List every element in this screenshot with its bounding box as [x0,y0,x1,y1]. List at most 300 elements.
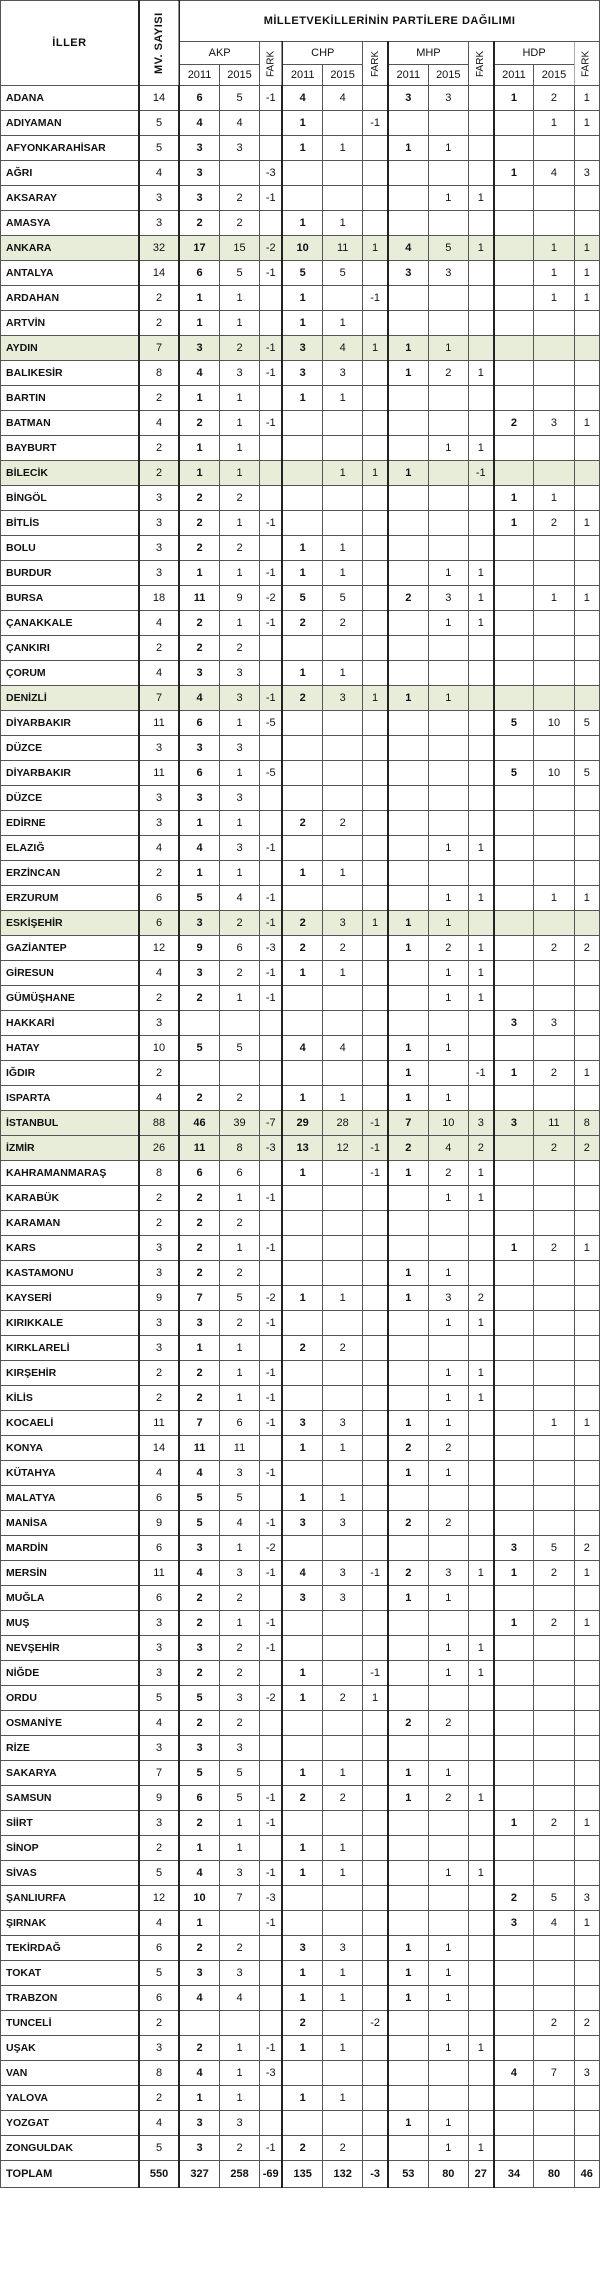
party-mhp: MHP [388,42,469,65]
cell-akp-2015: 9 [219,586,259,611]
cell-chp-2011: 2 [282,611,322,636]
cell-chp-fark [363,86,388,111]
cell-mv: 26 [139,1136,179,1161]
cell-mv: 2 [139,311,179,336]
cell-akp-fark: -2 [260,1686,283,1711]
cell-mhp-fark: 1 [468,1386,493,1411]
cell-mhp-2015 [428,486,468,511]
cell-chp-2015: 3 [323,686,363,711]
table-row [1,1911,600,1936]
cell-akp-2015: 1 [219,1186,259,1211]
cell-mhp-2015: 2 [428,1711,468,1736]
cell-mhp-fark [468,1736,493,1761]
cell-mhp-fark [468,1011,493,1036]
mv-sayisi-header: MV. SAYISI [139,1,179,86]
cell-hdp-2011 [494,1486,534,1511]
cell-hdp-2011 [494,636,534,661]
cell-akp-fark: -1 [260,611,283,636]
cell-chp-2011: 1 [282,211,322,236]
cell-mhp-2011 [388,211,428,236]
cell-mhp-fark: 1 [468,361,493,386]
table-row [1,336,600,361]
cell-chp-fark: -1 [363,1661,388,1686]
cell-hdp-fark [574,1861,599,1886]
cell-akp-fark: -1 [260,261,283,286]
cell-mhp-2015: 5 [428,236,468,261]
province-name: SAMSUN [1,1786,139,1811]
cell-mhp-2011 [388,1186,428,1211]
cell-chp-fark [363,861,388,886]
cell-hdp-2011 [494,861,534,886]
cell-mv: 9 [139,1786,179,1811]
cell-mv: 2 [139,861,179,886]
cell-chp-2015: 2 [323,1786,363,1811]
cell-hdp-2011 [494,1836,534,1861]
cell-akp-2011: 3 [179,661,219,686]
cell-akp-fark [260,811,283,836]
cell-chp-2011: 1 [282,1086,322,1111]
cell-mhp-fark [468,536,493,561]
cell-mhp-2011 [388,1861,428,1886]
cell-akp-2011: 10 [179,1886,219,1911]
cell-chp-fark [363,936,388,961]
cell-mv: 5 [139,2136,179,2161]
cell-mhp-fark: 1 [468,1311,493,1336]
cell-akp-fark: -3 [260,1886,283,1911]
cell-mhp-2011: 2 [388,1436,428,1461]
cell-hdp-fark [574,1261,599,1286]
table-row [1,636,600,661]
cell-akp-fark [260,636,283,661]
table-row [1,1136,600,1161]
cell-chp-2011 [282,1061,322,1086]
cell-akp-2015: 11 [219,1436,259,1461]
cell-chp-2011 [282,886,322,911]
cell-chp-2015 [323,2011,363,2036]
cell-hdp-fark [574,1461,599,1486]
cell-hdp-2011: 1 [494,86,534,111]
cell-hdp-2011 [494,1686,534,1711]
cell-mv: 6 [139,1486,179,1511]
cell-hdp-2011: 2 [494,1886,534,1911]
cell-akp-fark: -1 [260,186,283,211]
cell-akp-2011: 1 [179,1836,219,1861]
table-row [1,386,600,411]
cell-chp-fark [363,1811,388,1836]
cell-akp-2015: 1 [219,286,259,311]
cell-hdp-2011 [494,1861,534,1886]
year-2011-akp: 2011 [179,65,219,86]
header-row-title [1,1,600,42]
cell-akp-2015: 2 [219,1311,259,1336]
cell-hdp-2015 [534,1386,574,1411]
cell-chp-fark [363,886,388,911]
cell-hdp-2011 [494,286,534,311]
cell-mhp-2011: 1 [388,1761,428,1786]
cell-chp-2015: 4 [323,336,363,361]
cell-chp-2011: 1 [282,136,322,161]
cell-hdp-2015 [534,1836,574,1861]
table-row [1,511,600,536]
province-name: IĞDIR [1,1061,139,1086]
cell-chp-2011 [282,786,322,811]
province-name: DENİZLİ [1,686,139,711]
cell-mhp-fark [468,1511,493,1536]
province-name: MANİSA [1,1511,139,1536]
cell-chp-fark [363,661,388,686]
province-name: ISPARTA [1,1086,139,1111]
cell-mhp-fark [468,411,493,436]
cell-akp-2011: 1 [179,436,219,461]
table-row [1,761,600,786]
cell-chp-2011 [282,461,322,486]
cell-mv: 2 [139,986,179,1011]
cell-akp-fark [260,1586,283,1611]
cell-mhp-fark [468,211,493,236]
province-name: YOZGAT [1,2111,139,2136]
cell-akp-fark [260,1086,283,1111]
cell-akp-2015: 1 [219,1236,259,1261]
cell-chp-2015: 1 [323,861,363,886]
cell-chp-2011: 2 [282,2011,322,2036]
cell-hdp-2015 [534,1036,574,1061]
province-name: BİTLİS [1,511,139,536]
cell-hdp-2011 [494,136,534,161]
cell-akp-2011: 6 [179,261,219,286]
cell-chp-2015 [323,111,363,136]
cell-akp-fark: -1 [260,1561,283,1586]
cell-akp-2015: 1 [219,711,259,736]
cell-mhp-fark [468,1936,493,1961]
cell-chp-fark: -1 [363,286,388,311]
cell-mhp-2011 [388,286,428,311]
cell-chp-2015 [323,1386,363,1411]
total-label: TOPLAM [1,2161,139,2188]
cell-mhp-2015: 1 [428,186,468,211]
cell-mhp-2015 [428,1536,468,1561]
cell-hdp-fark: 5 [574,761,599,786]
cell-chp-2015 [323,1611,363,1636]
cell-mhp-fark [468,1711,493,1736]
cell-hdp-2015 [534,1661,574,1686]
cell-akp-2011: 2 [179,1611,219,1636]
province-name: KONYA [1,1436,139,1461]
cell-hdp-2015: 2 [534,1136,574,1161]
cell-mhp-2015 [428,511,468,536]
cell-mhp-2015 [428,111,468,136]
cell-hdp-2015 [534,211,574,236]
total-akp-2011: 327 [179,2161,219,2188]
cell-mv: 5 [139,111,179,136]
table-row [1,1986,600,2011]
cell-akp-2015: 5 [219,1286,259,1311]
cell-hdp-2011 [494,436,534,461]
cell-mhp-2011 [388,786,428,811]
cell-hdp-fark [574,461,599,486]
cell-chp-2011: 1 [282,661,322,686]
total-hdp-2011: 34 [494,2161,534,2188]
cell-mhp-2011: 1 [388,1461,428,1486]
cell-chp-2011: 2 [282,936,322,961]
cell-akp-2015: 6 [219,1161,259,1186]
province-name: KIRIKKALE [1,1311,139,1336]
cell-chp-2011: 2 [282,811,322,836]
cell-mhp-2015: 2 [428,361,468,386]
cell-mv: 3 [139,1811,179,1836]
cell-chp-fark [363,1861,388,1886]
table-row [1,1436,600,1461]
cell-chp-2011 [282,411,322,436]
table-title: MİLLETVEKİLLERİNİN PARTİLERE DAĞILIMI [179,1,599,42]
cell-hdp-2015 [534,1336,574,1361]
cell-hdp-2015: 11 [534,1111,574,1136]
cell-chp-fark [363,736,388,761]
province-name: ADANA [1,86,139,111]
cell-akp-2015: 3 [219,1961,259,1986]
cell-hdp-2011: 1 [494,161,534,186]
province-name: İSTANBUL [1,1111,139,1136]
cell-mhp-2015 [428,1911,468,1936]
cell-akp-2011: 2 [179,211,219,236]
cell-akp-2015: 1 [219,761,259,786]
cell-akp-fark: -2 [260,586,283,611]
cell-hdp-2015: 7 [534,2061,574,2086]
table-row [1,161,600,186]
cell-chp-2015: 11 [323,236,363,261]
cell-mhp-fark: -1 [468,461,493,486]
table-row [1,836,600,861]
province-name: ESKİŞEHİR [1,911,139,936]
cell-hdp-fark [574,561,599,586]
cell-akp-fark: -2 [260,1536,283,1561]
cell-chp-2015 [323,511,363,536]
cell-akp-2015: 3 [219,1736,259,1761]
cell-chp-2011 [282,1886,322,1911]
cell-akp-fark: -1 [260,361,283,386]
cell-mhp-2015 [428,761,468,786]
cell-chp-2011: 4 [282,1036,322,1061]
cell-hdp-fark: 1 [574,111,599,136]
cell-mhp-2011 [388,2086,428,2111]
cell-mhp-2011 [388,1536,428,1561]
cell-hdp-fark [574,811,599,836]
cell-hdp-2011 [494,1761,534,1786]
cell-hdp-fark: 1 [574,1561,599,1586]
cell-akp-fark [260,1261,283,1286]
province-name: ELAZIĞ [1,836,139,861]
cell-hdp-2015 [534,686,574,711]
cell-mhp-2015: 1 [428,436,468,461]
cell-mv: 8 [139,361,179,386]
cell-akp-fark: -1 [260,1236,283,1261]
cell-mhp-fark [468,1036,493,1061]
province-name: ŞIRNAK [1,1911,139,1936]
cell-mhp-fark [468,711,493,736]
cell-chp-2015: 1 [323,1436,363,1461]
cell-hdp-2011 [494,2136,534,2161]
cell-chp-2011: 1 [282,1661,322,1686]
cell-chp-2015: 1 [323,1486,363,1511]
cell-mv: 2 [139,1211,179,1236]
cell-hdp-2011 [494,1186,534,1211]
cell-akp-2011: 2 [179,536,219,561]
cell-mhp-2011 [388,1011,428,1036]
cell-chp-2015: 1 [323,661,363,686]
cell-chp-2011: 1 [282,1436,322,1461]
cell-hdp-2015 [534,611,574,636]
province-name: OSMANİYE [1,1711,139,1736]
cell-chp-2015: 1 [323,1861,363,1886]
cell-hdp-2011 [494,1336,534,1361]
table-row [1,1461,600,1486]
cell-akp-2011: 3 [179,736,219,761]
cell-chp-2011: 3 [282,1411,322,1436]
table-row [1,361,600,386]
province-name: NEVŞEHİR [1,1636,139,1661]
cell-mhp-2011 [388,1836,428,1861]
cell-chp-2015 [323,1361,363,1386]
province-name: AYDIN [1,336,139,361]
cell-chp-fark [363,411,388,436]
cell-akp-2015: 5 [219,1786,259,1811]
cell-hdp-2011 [494,1036,534,1061]
cell-chp-fark [363,611,388,636]
cell-chp-2015: 4 [323,1036,363,1061]
cell-mhp-2011 [388,811,428,836]
cell-hdp-fark: 1 [574,1911,599,1936]
cell-chp-2015: 1 [323,1961,363,1986]
cell-chp-fark [363,1211,388,1236]
cell-hdp-fark: 1 [574,886,599,911]
cell-mhp-fark [468,1761,493,1786]
cell-mhp-fark [468,1611,493,1636]
cell-hdp-2011 [494,211,534,236]
cell-akp-2011: 3 [179,961,219,986]
cell-akp-fark: -1 [260,1811,283,1836]
cell-chp-2011: 1 [282,1686,322,1711]
cell-akp-2015: 1 [219,411,259,436]
cell-akp-2011: 11 [179,1136,219,1161]
cell-hdp-2015: 2 [534,936,574,961]
cell-mhp-2015: 1 [428,1936,468,1961]
cell-mv: 3 [139,1611,179,1636]
cell-hdp-2011 [494,836,534,861]
cell-akp-fark [260,111,283,136]
cell-akp-2015: 4 [219,886,259,911]
cell-chp-2011 [282,986,322,1011]
cell-akp-fark: -1 [260,911,283,936]
cell-akp-2015: 5 [219,1761,259,1786]
cell-akp-2011: 5 [179,1686,219,1711]
table-row [1,2086,600,2111]
cell-mhp-2015 [428,1736,468,1761]
cell-hdp-2011 [494,886,534,911]
cell-mv: 4 [139,1711,179,1736]
cell-chp-2015 [323,186,363,211]
table-row [1,661,600,686]
table-row [1,461,600,486]
cell-mhp-fark [468,1336,493,1361]
cell-chp-2015: 1 [323,1286,363,1311]
cell-mhp-2011 [388,536,428,561]
cell-hdp-2011 [494,1986,534,2011]
cell-akp-2011: 4 [179,836,219,861]
cell-hdp-2011 [494,1736,534,1761]
cell-chp-2015 [323,161,363,186]
cell-mhp-2011 [388,736,428,761]
cell-mhp-fark: 1 [468,886,493,911]
cell-hdp-2015: 1 [534,586,574,611]
cell-akp-2011: 2 [179,511,219,536]
cell-chp-2011 [282,511,322,536]
cell-akp-2011: 1 [179,2086,219,2111]
cell-chp-2015 [323,886,363,911]
cell-hdp-2015 [534,1786,574,1811]
table-row [1,1936,600,1961]
table-row [1,536,600,561]
cell-mhp-2015: 1 [428,686,468,711]
cell-akp-2015 [219,2011,259,2036]
cell-akp-2011: 2 [179,1261,219,1286]
cell-hdp-fark: 1 [574,1811,599,1836]
cell-akp-2015: 5 [219,86,259,111]
cell-akp-2011: 4 [179,111,219,136]
cell-mhp-2011: 1 [388,1586,428,1611]
cell-mhp-2015 [428,1486,468,1511]
cell-mhp-2015: 10 [428,1111,468,1136]
cell-hdp-2011 [494,1511,534,1536]
cell-mhp-2011: 1 [388,1161,428,1186]
table-row [1,936,600,961]
province-name: BOLU [1,536,139,561]
cell-hdp-2011 [494,186,534,211]
cell-hdp-2015: 5 [534,1536,574,1561]
cell-chp-2011: 1 [282,1861,322,1886]
cell-chp-2015: 1 [323,961,363,986]
cell-akp-fark: -3 [260,2061,283,2086]
cell-hdp-2015: 1 [534,486,574,511]
cell-hdp-2015: 1 [534,886,574,911]
cell-mv: 14 [139,86,179,111]
fark-header-hdp: FARK [574,42,599,86]
table-row [1,486,600,511]
cell-chp-2015 [323,1736,363,1761]
cell-mhp-2011: 1 [388,911,428,936]
year-2011-hdp: 2011 [494,65,534,86]
cell-chp-2015 [323,436,363,461]
table-row [1,736,600,761]
cell-mhp-fark: 1 [468,1786,493,1811]
cell-akp-2015: 2 [219,1086,259,1111]
party-hdp: HDP [494,42,575,65]
table-row [1,2011,600,2036]
cell-akp-2011: 4 [179,1561,219,1586]
cell-chp-2011: 2 [282,1786,322,1811]
cell-mhp-2015: 3 [428,586,468,611]
cell-chp-fark [363,1761,388,1786]
cell-akp-fark: -1 [260,1411,283,1436]
cell-hdp-2011: 1 [494,1811,534,1836]
cell-hdp-2011: 4 [494,2061,534,2086]
cell-mhp-2011: 2 [388,1561,428,1586]
cell-mhp-2015: 1 [428,2111,468,2136]
cell-mhp-fark: 1 [468,186,493,211]
cell-akp-fark [260,1711,283,1736]
cell-akp-2011: 6 [179,86,219,111]
cell-mhp-fark: 1 [468,1361,493,1386]
cell-mhp-2015: 3 [428,261,468,286]
cell-mhp-2011 [388,886,428,911]
